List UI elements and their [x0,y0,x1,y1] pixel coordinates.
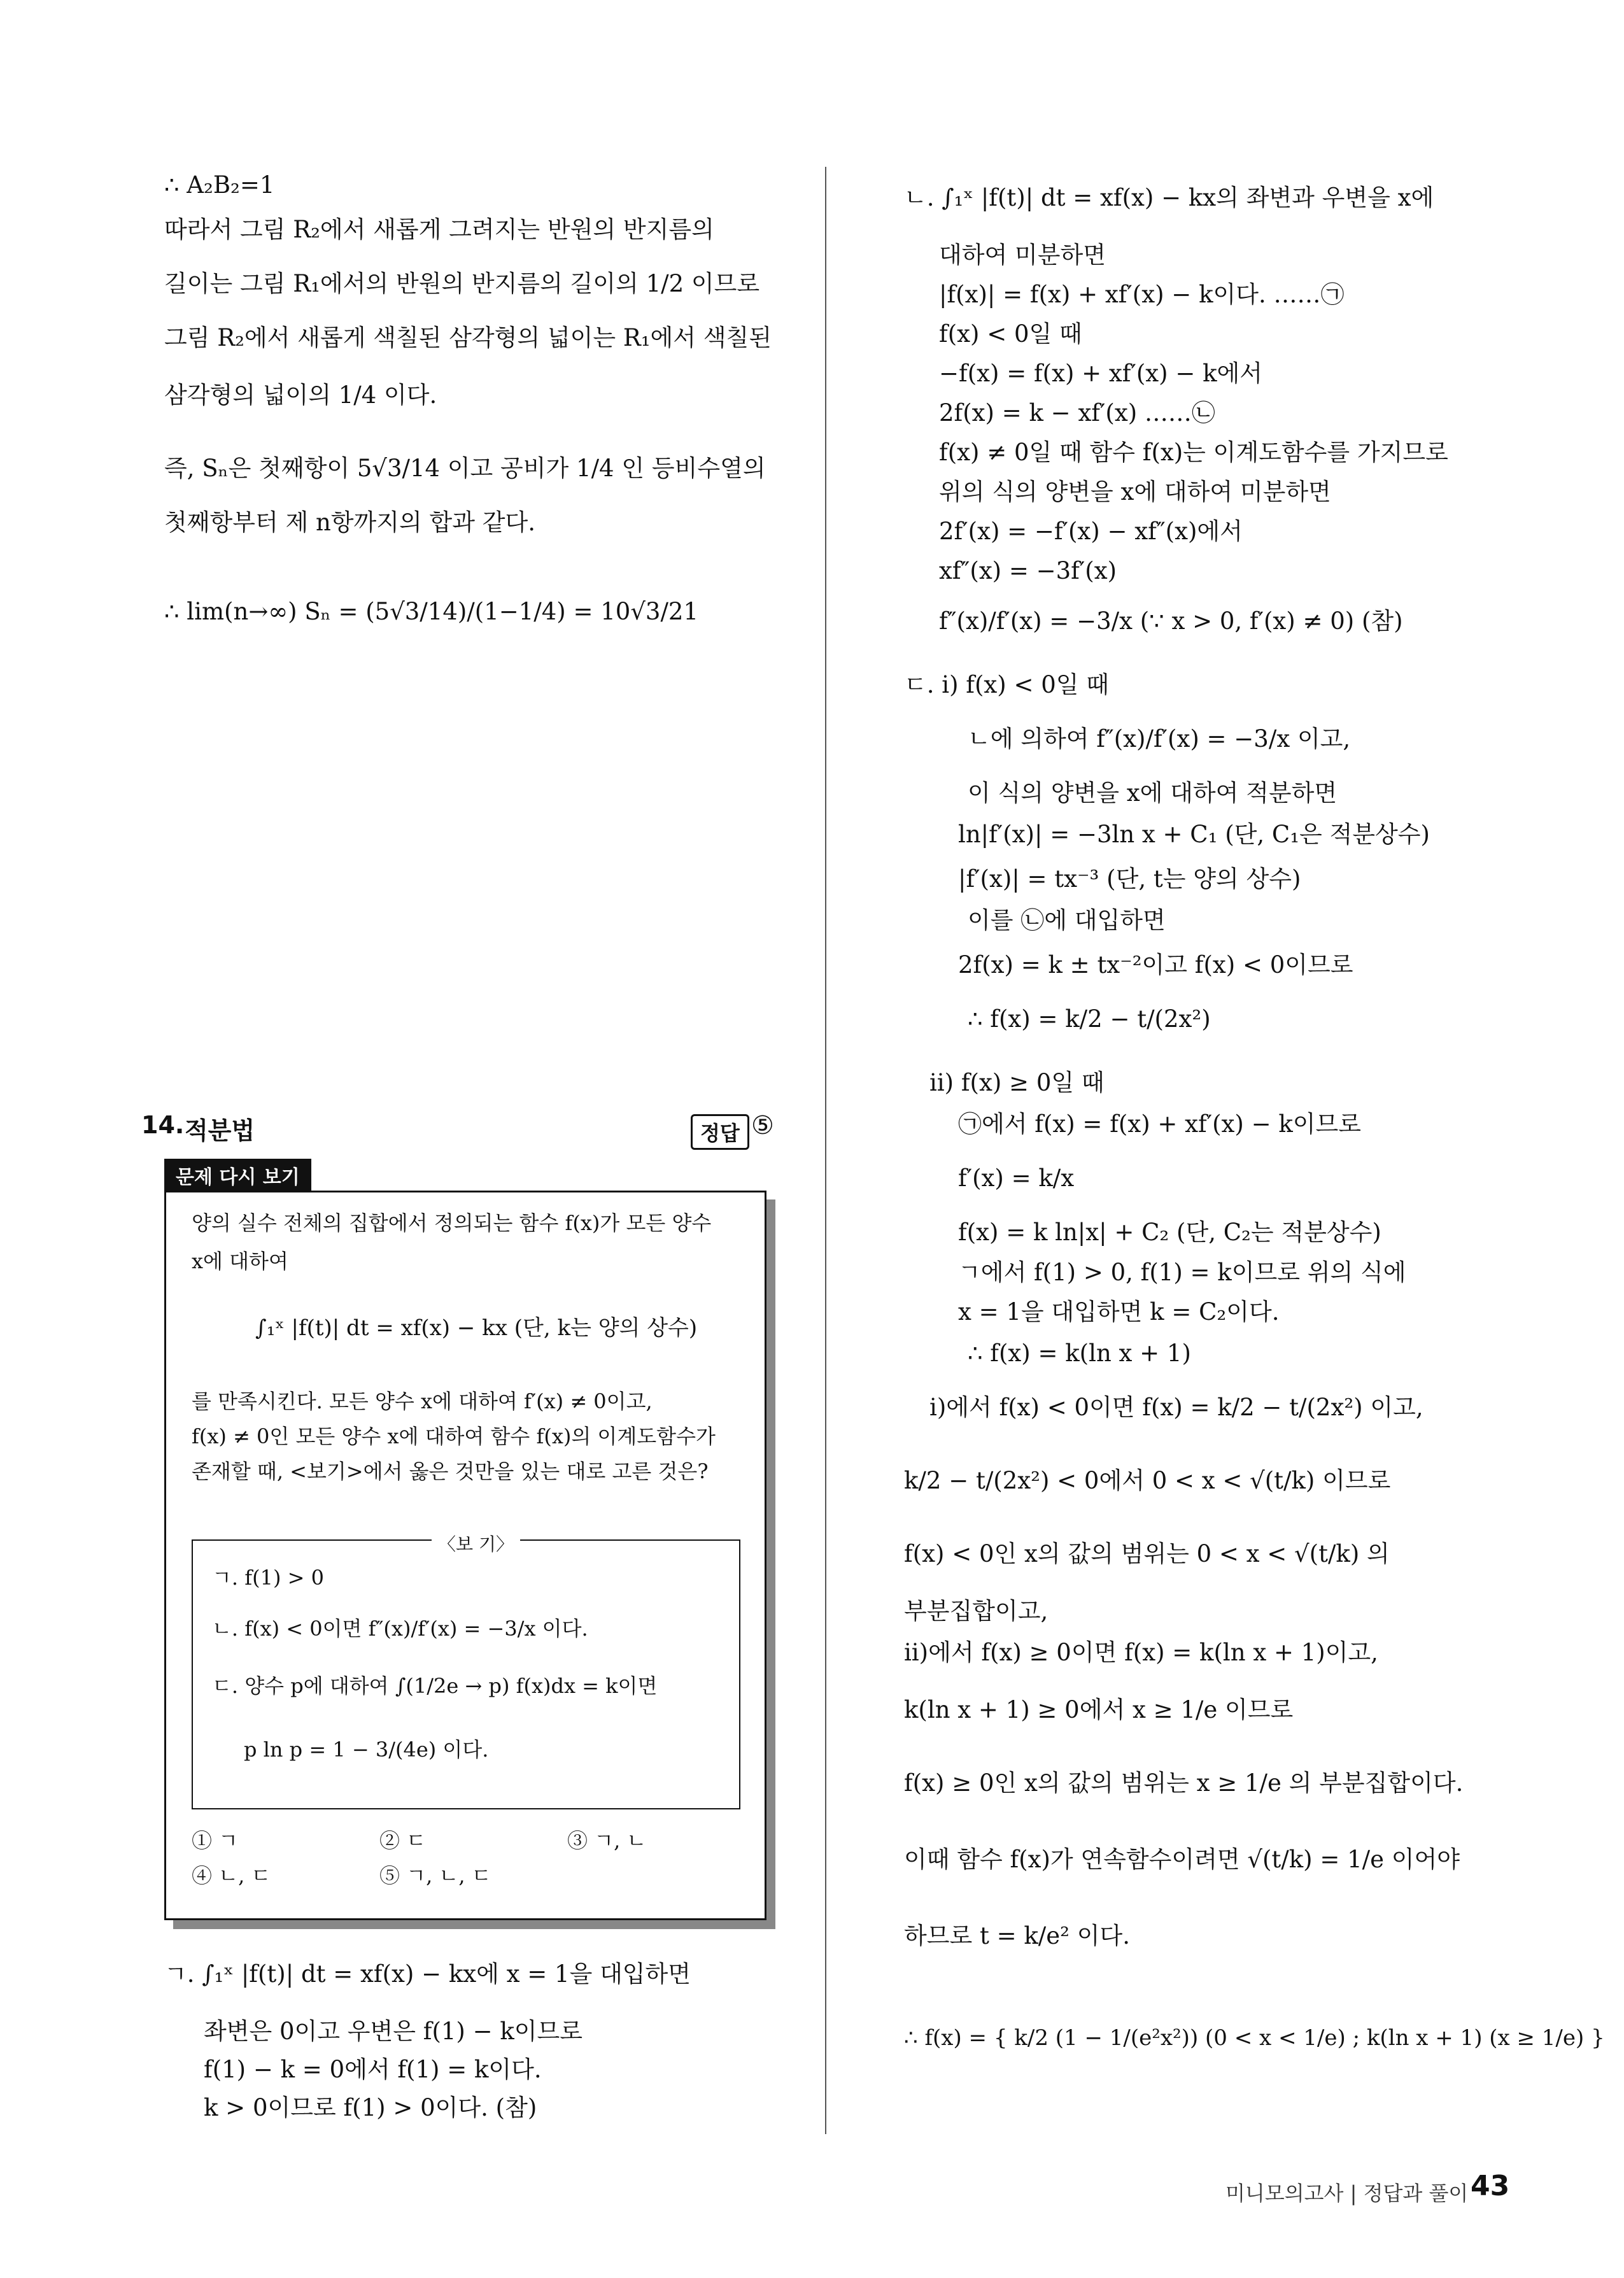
text-line: 따라서 그림 R₂에서 새롭게 그려지는 반원의 반지름의 [164,216,714,243]
choice-2: ② ㄷ [379,1829,427,1853]
problem-title: 적분법 [185,1117,255,1145]
footer-text: 미니모의고사 | 정답과 풀이 [1225,2181,1469,2205]
text-line: ㄱ. ∫₁ˣ |f(t)| dt = xf(x) − kx에 x = 1을 대입하면 [164,1960,691,1988]
stem-line: 존재할 때, <보기>에서 옳은 것만을 있는 대로 고른 것은? [192,1459,709,1483]
text-line: 즉, Sₙ은 첫째항이 5√3/14 이고 공비가 1/4 인 등비수열의 [164,455,766,482]
text-line: 삼각형의 넓이의 1/4 이다. [164,381,437,409]
problem-number: 14. [141,1111,185,1139]
piecewise-function: ∴ f(x) = { k/2 (1 − 1/(e²x²)) (0 < x < 1/e) ; k(ln x + 1) (x ≥ 1/e) } [904,2025,1605,2051]
text-line: 하므로 t = k/e² 이다. [904,1922,1131,1949]
text-line: ㄷ. ⅰ) f(x) < 0일 때 [904,671,1110,698]
answer-choice: ⑤ [751,1111,774,1140]
text-line: ㄴ에 의하여 f″(x)/f′(x) = −3/x 이고, [968,725,1351,753]
text-line: ∴ f(x) = k(ln x + 1) [968,1340,1191,1367]
text-line: 이 식의 양변을 x에 대하여 적분하면 [968,779,1338,807]
choice-4: ④ ㄴ, ㄷ [192,1864,271,1888]
integral-condition: ∫₁ˣ |f(t)| dt = xf(x) − kx (단, k는 양의 상수) [255,1315,698,1341]
text-line: 부분집합이고, [904,1597,1049,1625]
text-line: 2f′(x) = −f′(x) − xf″(x)에서 [939,518,1243,545]
text-line: |f′(x)| = tx⁻³ (단, t는 양의 상수) [958,865,1301,893]
text-line: 대하여 미분하면 [939,241,1106,269]
text-line: ㄴ. ∫₁ˣ |f(t)| dt = xf(x) − kx의 좌변과 우변을 x에 [904,184,1434,211]
text-line: ∴ f(x) = k/2 − t/(2x²) [968,1005,1211,1033]
text-line: f(x) = k ln|x| + C₂ (단, C₂는 적분상수) [958,1219,1381,1246]
text-line: x = 1을 대입하면 k = C₂이다. [958,1298,1280,1326]
text-line: |f(x)| = f(x) + xf′(x) − k이다. ……㉠ [939,281,1345,308]
stem-line: f(x) ≠ 0인 모든 양수 x에 대하여 함수 f(x)의 이계도함수가 [192,1424,716,1448]
text-line: −f(x) = f(x) + xf′(x) − k에서 [939,360,1263,387]
text-line: 길이는 그림 R₁에서의 반원의 반지름의 길이의 1/2 이므로 [164,270,760,297]
text-line: f(x) ≠ 0일 때 함수 f(x)는 이계도함수를 가지므로 [939,439,1448,466]
bogi-item: ㄴ. f(x) < 0이면 f″(x)/f′(x) = −3/x 이다. [212,1617,588,1641]
bogi-item: ㄷ. 양수 p에 대하여 ∫(1/2e → p) f(x)dx = k이면 [212,1674,658,1698]
text-line: f(x) ≥ 0인 x의 값의 범위는 x ≥ 1/e 의 부분집합이다. [904,1769,1464,1797]
choice-1: ① ㄱ [192,1829,239,1853]
text-line: ln|f′(x)| = −3ln x + C₁ (단, C₁은 적분상수) [958,821,1430,848]
text-line: 이때 함수 f(x)가 연속함수이려면 √(t/k) = 1/e 이어야 [904,1846,1460,1873]
text-line: ㄱ에서 f(1) > 0, f(1) = k이므로 위의 식에 [958,1259,1406,1286]
text-line: 좌변은 0이고 우변은 f(1) − k이므로 [204,2018,583,2045]
text-line: k(ln x + 1) ≥ 0에서 x ≥ 1/e 이므로 [904,1696,1294,1723]
text-line: 그림 R₂에서 새롭게 색칠된 삼각형의 넓이는 R₁에서 색칠된 [164,324,772,351]
text-line: f(x) < 0인 x의 값의 범위는 0 < x < √(t/k) 의 [904,1540,1390,1567]
problem-box [164,1191,766,1920]
bogi-title: 〈보 기〉 [432,1527,520,1562]
bogi-item: p ln p = 1 − 3/(4e) 이다. [244,1737,489,1762]
stem-line: 양의 실수 전체의 집합에서 정의되는 함수 f(x)가 모든 양수 [192,1211,712,1235]
text-line: 2f(x) = k ± tx⁻²이고 f(x) < 0이므로 [958,951,1353,979]
text-line: ⅱ)에서 f(x) ≥ 0이면 f(x) = k(ln x + 1)이고, [904,1639,1378,1666]
choice-3: ③ ㄱ, ㄴ [567,1829,647,1853]
text-line: 이를 ㉡에 대입하면 [968,907,1166,934]
bogi-box [192,1534,740,1809]
column-divider [825,167,826,2134]
text-line: k > 0이므로 f(1) > 0이다. (참) [204,2094,537,2121]
text-line: xf″(x) = −3f′(x) [939,557,1117,584]
text-line: f(x) < 0일 때 [939,320,1082,348]
choice-5: ⑤ ㄱ, ㄴ, ㄷ [379,1864,491,1888]
bogi-item: ㄱ. f(1) > 0 [212,1566,324,1590]
page-number: 43 [1471,2170,1510,2202]
text-line: f″(x)/f′(x) = −3/x (∵ x > 0, f′(x) ≠ 0) (참) [939,607,1403,635]
text-line: f′(x) = k/x [958,1164,1075,1192]
stem-line: x에 대하여 [192,1249,288,1273]
text-line: ㉠에서 f(x) = f(x) + xf′(x) − k이므로 [958,1110,1362,1138]
answer-badge: 정답 [691,1114,749,1150]
text-line: 2f(x) = k − xf′(x) ……㉡ [939,399,1215,427]
text-line: ∴ A₂B₂=1 [164,171,275,199]
stem-line: 를 만족시킨다. 모든 양수 x에 대하여 f′(x) ≠ 0이고, [192,1389,653,1413]
limit-formula: ∴ lim(n→∞) Sₙ = (5√3/14)/(1−1/4) = 10√3/21 [164,598,698,625]
review-tag: 문제 다시 보기 [164,1159,311,1192]
text-line: ⅱ) f(x) ≥ 0일 때 [929,1069,1105,1096]
text-line: f(1) − k = 0에서 f(1) = k이다. [204,2056,542,2083]
text-line: k/2 − t/(2x²) < 0에서 0 < x < √(t/k) 이므로 [904,1467,1391,1494]
text-line: 첫째항부터 제 n항까지의 합과 같다. [164,509,536,536]
text-line: ⅰ)에서 f(x) < 0이면 f(x) = k/2 − t/(2x²) 이고, [929,1394,1423,1421]
text-line: 위의 식의 양변을 x에 대하여 미분하면 [939,478,1331,506]
